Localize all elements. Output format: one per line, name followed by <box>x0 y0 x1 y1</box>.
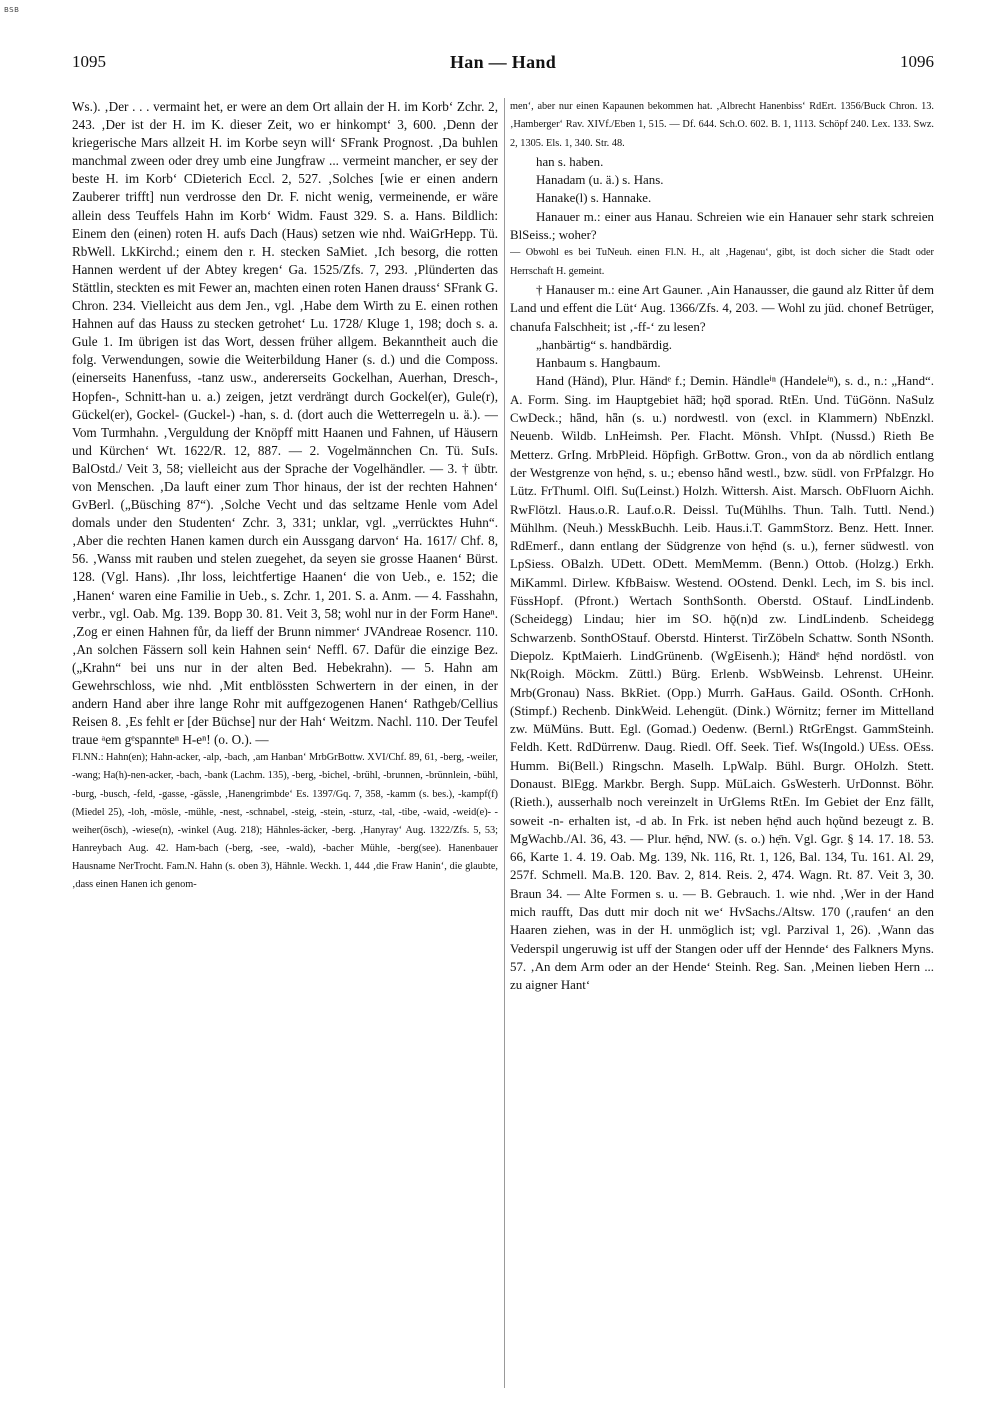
entry-hanbaertig: „hanbärtig“ s. handbärdig. <box>536 337 673 352</box>
page-header <box>72 52 934 76</box>
field-names-note: Fl.NN.: Hahn(en); Hahn-acker, -alp, -bach, ‚am Hanban‘ MrbGrBottw. XVI/Chf. 89, 61, -berg, -weiler, -wang; Ha(h)-nen-acker, -bach, -bank (Lachm. 135), -berg, -bichel, -brühl, -brunnen, -brünnlein, -bühl, -burg, -busch, -feld, -gasse, -gässle, ‚Hanengrimbde‘ Es. 1397/Gq. 7, 358, -kamm (s. bes.), -kampf(f) (Miedel 25), -loh, -mösle, -mühle, -nest, -schnabel, -steig, -stein, -sturz, -tal, -tibe, -waid, -weid(e)- -weiher(ösch), -wiese(n), -winkel (Aug. 218); Hähnles-äcker, -berg. ‚Hanyray‘ Aug. 1322/Zfs. 5, 53; Hanreybach Aug. 42. Ham-bach (-berg, -see, -wald), -bacher Mühle, -berg(see). Hanenbauer Hausname NerTrocht. Fam.N. Hahn (s. oben 3), Hähnle. Weckh. 1, 444 ‚die Fraw Hanin‘, die glaubte, ‚dass einen Hanen ich genom- <box>72 752 498 891</box>
entry-hanauer: Hanauer m.: einer aus Hanau. Schreien wie ein Hanauer sehr stark schreien BlSeiss.; woher? <box>510 209 934 243</box>
column-divider <box>504 98 505 1388</box>
page-number-left: 1095 <box>72 52 106 71</box>
entry-hanakel: Hanake(l) s. Hannake. <box>536 191 652 206</box>
hanauer-note: — Obwohl es bei TuNeuh. einen Fl.N. H., alt ‚Hagenau‘, gibt, ist doch sicher die Stadt oder Herrschaft H. gemeint. <box>510 247 934 277</box>
han-references: men‘, aber nur einen Kapaunen bekommen hat. ‚Albrecht Hanenbiss‘ RdErt. 1356/Buck Chron. 13. ‚Hamberger‘ Rav. XIVf./Eben 1, 515. — Df. 644. Sch.O. 602. B. 1, 1113. Schöpf 240. Lex. 133. Swz. 2, 1305. Els. 1, 340. Str. 48. <box>510 101 934 149</box>
entry-han-continued: Ws.). ‚Der . . . vermaint het, er were an dem Ort allain der H. im Korb‘ Zchr. 2, 243. ‚Der ist der H. im K. dieser Zeit, wo er hinkompt‘ 3, 600. ‚Denn der kriegerische Mars allzeit H. im Korbe seyn will‘ SFrank Prognost. ‚Da buhlen manchmal zween oder drey umb eine Jungfraw ... vermeint mancher, er sey der beste H. im Korb‘ CDieterich Eccl. 2, 527. ‚Solches [wie er einen andern Zauberer trifft] nun verdrosse den Dr. F. nicht wenig, vermeinende, er wäre allein dess Teuffels Hahn im Korb‘ Widm. Faust 329. S. a. Hans. Bildlich: Einem den (einen) roten H. aufs Dach (Haus) setzen wie nhd. WaiGrHepp. Tü. RbWell. LkKirchd.; einem den r. H. stecken SaMiet. ‚Ich besorg, die rotten Hannen werdent uf der Abtey kregen‘ Ga. 1525/Zfs. 7, 293. ‚Plünderten das Stättlin, steckten es mit Fewer an, machten einen roten Hanen drauss‘ SFrank G. Chron. 234. Vielleicht aus dem Jen., vgl. ‚Habe dem Wirth zu E. einen rothen Hahnen auf das Hauss zu stecken getrohet‘ Lu. 1728/ Kluge 1, 198; doch s. a. Gule 1. Im übrigen ist das Wort, dessen früher allgem. Bekanntheit auch die folg. Verwendungen, sowie die Weiterbildung Haner (s. d.) und die Composs. (einerseits Hanenfuss, -tanz usw., andererseits Gockelhan, Auerhan, Dresch-, Hopfen-, Schnitt-han u. a.) zeigen, jetzt verdrängt durch Gockel(er), Gule(r), Gückel(er), Gockel- (Guckel-) -han, s. d. (dort auch die Wetterregeln u. ä.). — Vom Turmhahn. ‚Verguldung der Knöpff mitt Haanen und Fahnen, uf Häusern und Kürchen‘ Wt. 1622/R. 12, 887. — 2. Vogelmännchen Cn. Tü. SuIs. BalOstd./ Veit 3, 58; vielleicht aus der Sprache der Vogelhändler. — 3. † übtr. von Menschen. ‚Da lauft einer zum Thor hinaus, der ist der rechten Hahnen‘ GvBerl. („Büsching 87“). ‚Solche Vecht und das seltzame Henle vom Adel domals under den Studenten‘ Zchr. 3, 331; unklar, vgl. „verrücktes Huhn“. ‚Aber die rechten Hanen kamen durch ein Aussgang darvon‘ Ha. 1617/ Chf. 8, 56. ‚Wanss mit rauben und stelen zuegehet, da seyen sie grosse Haanen‘ Bürst. 128. (Vgl. Hans). ‚Ihr loss, leichtfertige Haanen‘ die von Ueb., e. 152; die ‚Hanen‘ waren eine Familie in Ueb., s. Zchr. 1, 201. S. a. Anm. — 4. Fasshahn, verbr., vgl. Oab. Mg. 139. Bopp 30. 81. Veit 3, 58; wohl nur in der Form Haneⁿ. ‚Zog er einen Hahnen fůr, da lieff der Brunn nimmer‘ JVAndreae Rosencr. 110. ‚An solchen Fässern soll kein Hahnen sein‘ Neffl. 67. Dafür die einzige Bez. („Krahn“ bei uns nur in der alten Bed. Hebekrahn). — 5. Hahn am Gewehrschloss, wie nhd. ‚Mit entblössten Schwertern in der einen, in der andern Hand aber ihre lange Rohr mit auffgezogenen Hanen‘ Rathgeb/Cellius Reisen 8. ‚Es fehlt er [der Büchse] nur der Hah‘ Weitzm. Nachl. 110. Der Teufel traue ᵃem gᵉspannteⁿ H-eⁿ! (o. O.). — <box>72 99 498 748</box>
entry-hand: Hand (Händ), Plur. Händᵉ f.; Demin. Händleⁱⁿ (Handeleⁱⁿ), s. d., n.: „Hand“. A. Form. Sing. im Hauptgebiet hā̃d; hǫ̃d sporad. RtEn. Und. TüGönn. NaSulz CwDeck.; hǟnd, hǟn (s. u.) nordwestl. von (excl. in Klammern) NbEnzkl. Neuenb. Wildb. LnHeimsh. Per. Flacht. Mönsh. VhIpt. (Nussd.) Rieth Be Metterz. GrIng. MrbPleid. Höpfigh. GrBottw. Gron., von da ab nördlich entlang der Westgrenze von hẹ̄nd, s. u.; ebenso hǟnd westl., bzw. südl. von FrPfalzgr. Ho Lütz. FrThuml. Olfl. Su(Leinst.) Holzh. Wittersh. Aist. Marsch. ObFluorn Aichh. RwFlötzl. Haus.o.R. Lauf.o.R. Deissl. Tu(Mühlhs. Thun. Talh. Tuttl. Nend.) Mühlhm. (Neuh.) MesskBuchh. Leib. Haus.i.T. GammStorz. Benz. Hett. Inner. RdEmerf., dann entlang der Südgrenze von hẹ̄nd (s. u.), ferner südwestl. von LpSiess. OBalzh. UDett. ODett. MemMemm. (Benn.) Ottob. (Holzg.) Erkh. MiKamml. Dirlew. KfbBaisw. Westend. OOstend. Denkl. Lech, im S. bis incl. FüssHopf. (Pfront.) Wertach SonthSonth. Oberstd. OStauf. LindLindenb. (Scheidegg) Lindau; hier im SO. hǭ(n)d zw. LindLindenb. Scheidegg Schwarzenb. SonthOStauf. Oberstd. Hinterst. TirZöbeln Schattw. Sonth NSonth. Diepolz. KptMaierh. LindGrünenb. (WgEisenh.); Händᵉ hẹ̄nd nordöstl. von Nk(Roigh. Möckm. Züttl.) Bürg. Erlenb. WsbWeinsb. Lehrenst. UHeinr. Mrb(Gronau) Nass. BkRiet. (Opp.) Murrh. GaHaus. Gaild. OSonth. CrHonh. (Stimpf.) Rechenb. DinkWeid. Lehengüt. (Dink.) Wörnitz; ferner im Mittelland zw. MüMüns. Butt. Egl. (Gomad.) Oedenw. (Bernl.) RtGrEngst. GammSteinh. Feldh. Kett. RdDürrenw. Daug. Riedl. Off. Seek. Tief. Ws(Ingold.) UEss. OEss. Humm. Bi(Bell.) Ringschn. Maselh. LpWalp. Bühl. Burgr. OHolzh. Stett. Donaust. BlEgg. Markbr. Bergh. Supp. MüLaich. GsWesterh. UrDonnst. Böhr. (Rieth.), ausserhalb noch vereinzelt in UrGlems RtEn. Im Gebiet der Enz fällt, soweit -n- erhalten ist, -d ab. In Frk. ist neben hẹ̄nd auch hǫ̃und bezeugt z. B. MgWachb./Al. 36, 43. — Plur. hẹ̄nd, NW. (s. o.) hẹ̄n. Vgl. Ggr. § 14. 17. 18. 53. 66, Karte 1. 4. 19. Oab. Mg. 139, Nk. 116, Rt. 1, 126, Bal. 134, Tu. 161. Al. 29, 257f. Schmell. Ma.B. 120. Bav. 2, 814. Reis. 2, 474. Wagn. Rt. 87. Veit 3, 30. Braun 34. — Alte Formen s. u. — B. Gebrauch. 1. wie nhd. ‚Wer in der Hand mich raufft, Das dutt mir doch nit we‘ HvSachs./Altsw. 170 (‚raufen‘ an den Haaren ziehen, was in der H. unmöglich ist; vgl. Parzival 1, 26). ‚Wann das Vederspil ungeruwig ist uff der Stangen oder uff der Hennde‘ des Falkners Myns. 57. ‚An dem Arm oder an der Hende‘ Steinh. Reg. San. ‚Meinen lieben Hern ... zu aigner Hant‘ <box>510 374 934 993</box>
entry-hanauser: † Hanauser m.: eine Art Gauner. ‚Ain Hanausser, die gaund alz Ritter ůf dem Land und effent die Lüt‘ Aug. 1366/Zfs. 4, 203. — Wohl zu jüd. chonef Betrüger, chanufa Falschheit; ist ‚-ff-‘ zu lesen? <box>510 282 934 334</box>
library-stamp: BSB <box>4 6 20 14</box>
entry-han-haben: han s. haben. <box>536 154 604 169</box>
right-column <box>510 98 934 1388</box>
entry-hanbaum: Hanbaum s. Hangbaum. <box>536 356 661 371</box>
page-title: Han — Hand <box>449 52 557 72</box>
left-column <box>72 98 498 1388</box>
entry-hanadam: Hanadam (u. ä.) s. Hans. <box>536 173 664 188</box>
page-number-right: 1096 <box>900 52 934 71</box>
